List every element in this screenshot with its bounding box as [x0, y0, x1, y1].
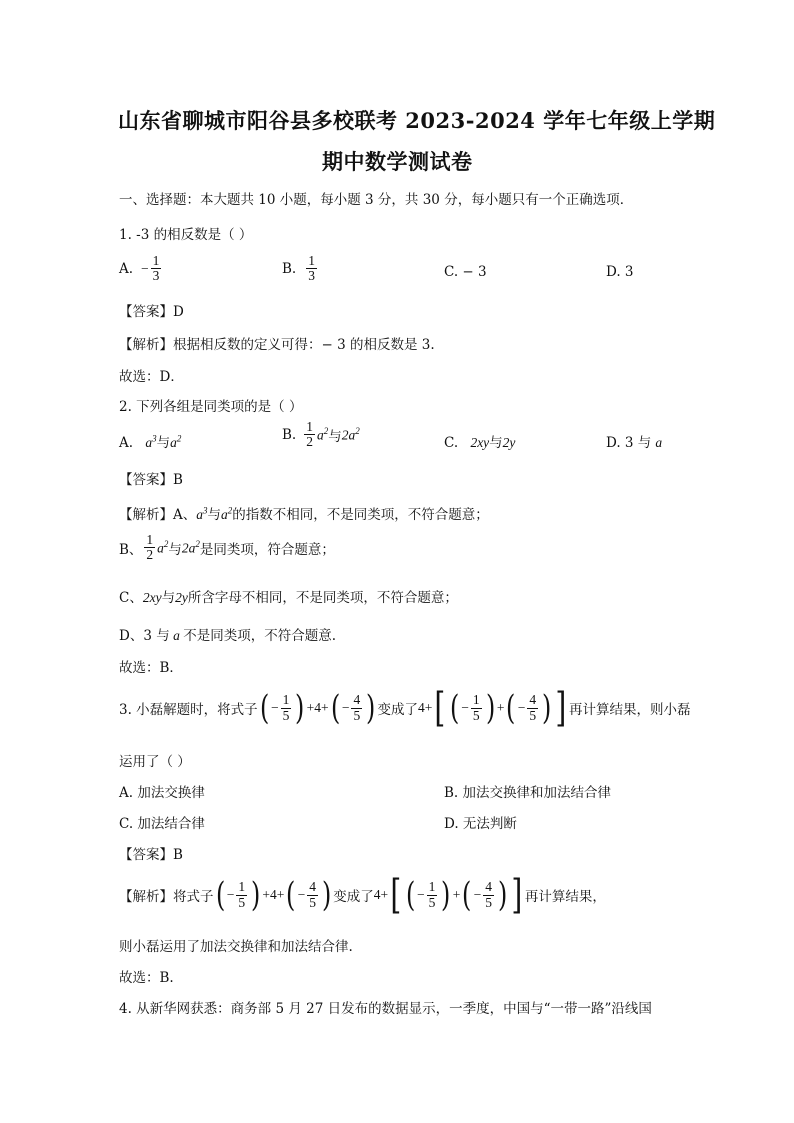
math-expr: 2y — [175, 590, 188, 605]
q2-option-a — [119, 431, 181, 451]
q3-analysis-line2: 则小磊运用了加法交换律和加法结合律. — [119, 939, 353, 955]
q2-analysis-a — [119, 503, 489, 523]
q3-analysis — [119, 872, 606, 918]
numerator: 1 — [152, 253, 160, 268]
math-expr: $2a^2$ — [181, 538, 200, 556]
q1-option-b — [282, 254, 319, 283]
text: 是同类项，符合题意； — [199, 541, 335, 558]
q1-a-sign: − — [141, 260, 149, 276]
q1-option-c: C. − 3 — [444, 264, 487, 280]
q1-option-d: D. 3 — [606, 264, 634, 280]
q2-c-label: C. — [444, 435, 459, 451]
text: 所含字母不相同，不是同类项，不符合题意； — [187, 590, 458, 606]
q2-analysis-b — [119, 533, 335, 562]
q1-a-fraction — [151, 254, 162, 283]
math-expr: $a^2$ — [316, 425, 329, 443]
q1-b-label: B. — [282, 260, 297, 277]
q1-a-label: A. — [119, 260, 134, 277]
text: 与 — [161, 590, 176, 606]
conj: 与 — [489, 435, 503, 451]
math-expr: 2xy — [142, 590, 162, 605]
text: C、 — [119, 590, 143, 606]
q3-choose: 故选：B. — [119, 970, 174, 986]
q4-stem: 4. 从新华网获悉：商务部 5 月 27 日发布的数据显示，一季度，中国与“一带一路”沿线国 — [119, 1001, 652, 1017]
conj: 与 — [156, 435, 171, 451]
text: B、 — [119, 541, 143, 558]
q1-stem: 1. -3 的相反数是（ ） — [119, 227, 253, 243]
q2-b-label: B. — [282, 426, 297, 443]
denominator: 2 — [306, 434, 313, 450]
q2-option-d — [606, 431, 662, 451]
q1-b-fraction — [306, 254, 317, 283]
text: 【解析】将式子 — [119, 889, 214, 905]
math-expr: ( − $\frac{1}{5}$ ) +4+ ( − $\frac{4}{5}$ ) — [215, 875, 332, 915]
numerator: 1 — [146, 532, 154, 547]
denominator: 3 — [152, 268, 160, 284]
q2-analysis-c — [119, 586, 458, 606]
q2-b-fraction — [304, 420, 315, 449]
text: 的指数不相同，不是同类项，不符合题意； — [232, 507, 489, 523]
text: 与 — [168, 541, 182, 558]
q2-d-label: D. 3 与 — [606, 435, 652, 451]
denominator: 3 — [308, 268, 315, 284]
math-expr: 4+ [ ( − $\frac{1}{5}$ ) + ( − $\frac{4}{5}$ ) ] — [417, 685, 567, 731]
q2-option-c — [444, 431, 515, 451]
q3-option-b: B. 加法交换律和加法结合律 — [444, 785, 612, 801]
q1-analysis: 【解析】根据相反数的定义可得：− 3 的相反数是 3. — [119, 337, 435, 353]
q2-analysis-d — [119, 624, 336, 644]
q3-stem — [119, 685, 691, 731]
math-expr: 2y — [502, 435, 516, 450]
section-heading: 一、选择题：本大题共 10 小题，每小题 3 分，共 30 分，每小题只有一个正确选项． — [119, 192, 634, 208]
math-expr: $a^3$ — [196, 505, 208, 522]
q2-a-label: A. — [119, 435, 134, 451]
page-title-line1: 山东省聊城市阳谷县多校联考 2023-2024 学年七年级上学期 — [118, 108, 716, 133]
text: 3. 小磊解题时，将式子 — [119, 702, 258, 718]
math-expr: a — [655, 435, 663, 450]
text: 与 — [207, 507, 221, 523]
q3-option-d: D. 无法判断 — [444, 816, 517, 832]
q2-choose: 故选：B． — [119, 660, 183, 676]
math-expr: $a^2$ — [157, 538, 169, 556]
conj: 与 — [328, 428, 342, 445]
q2-answer: 【答案】B — [119, 472, 183, 488]
denominator: 2 — [146, 547, 154, 563]
q3-stem-line2: 运用了（ ） — [119, 754, 191, 770]
text: 变成了 — [333, 889, 374, 905]
page-title-line2: 期中数学测试卷 — [322, 149, 473, 174]
numerator: 1 — [308, 253, 315, 268]
text: 【解析】A、 — [119, 507, 197, 523]
math-expr: $a^2$ — [221, 505, 233, 522]
q3-answer: 【答案】B — [119, 847, 183, 863]
math-expr: $a^3$ — [145, 433, 157, 450]
text: 不是同类项，不符合题意. — [183, 628, 337, 644]
numerator: 1 — [306, 419, 313, 434]
q1-answer: 【答案】D — [119, 304, 184, 320]
q3-option-c: C. 加法结合律 — [119, 816, 205, 832]
math-expr: ( − $\frac{1}{5}$ ) +4+ ( − $\frac{4}{5}$ ) — [259, 688, 376, 728]
math-expr: 2xy — [470, 435, 490, 450]
text: D、3 与 — [119, 628, 170, 644]
math-expr: $a^2$ — [170, 433, 182, 450]
text: 再计算结果，则小磊 — [569, 702, 691, 718]
q1-choose: 故选：D． — [119, 369, 184, 385]
math-expr: a — [169, 628, 184, 643]
math-expr: 4+ [ ( − $\frac{1}{5}$ ) + ( − $\frac{4}{5}$ ) ] — [373, 872, 523, 918]
q2-option-b — [282, 420, 360, 449]
math-expr: $2a^2$ — [341, 425, 360, 443]
text: 再计算结果， — [524, 889, 606, 905]
q1-option-a — [119, 254, 163, 283]
q2-stem: 2. 下列各组是同类项的是（ ） — [119, 399, 303, 415]
q3-option-a: A. 加法交换律 — [119, 785, 205, 801]
text: 变成了 — [377, 702, 418, 718]
fraction — [144, 533, 155, 562]
